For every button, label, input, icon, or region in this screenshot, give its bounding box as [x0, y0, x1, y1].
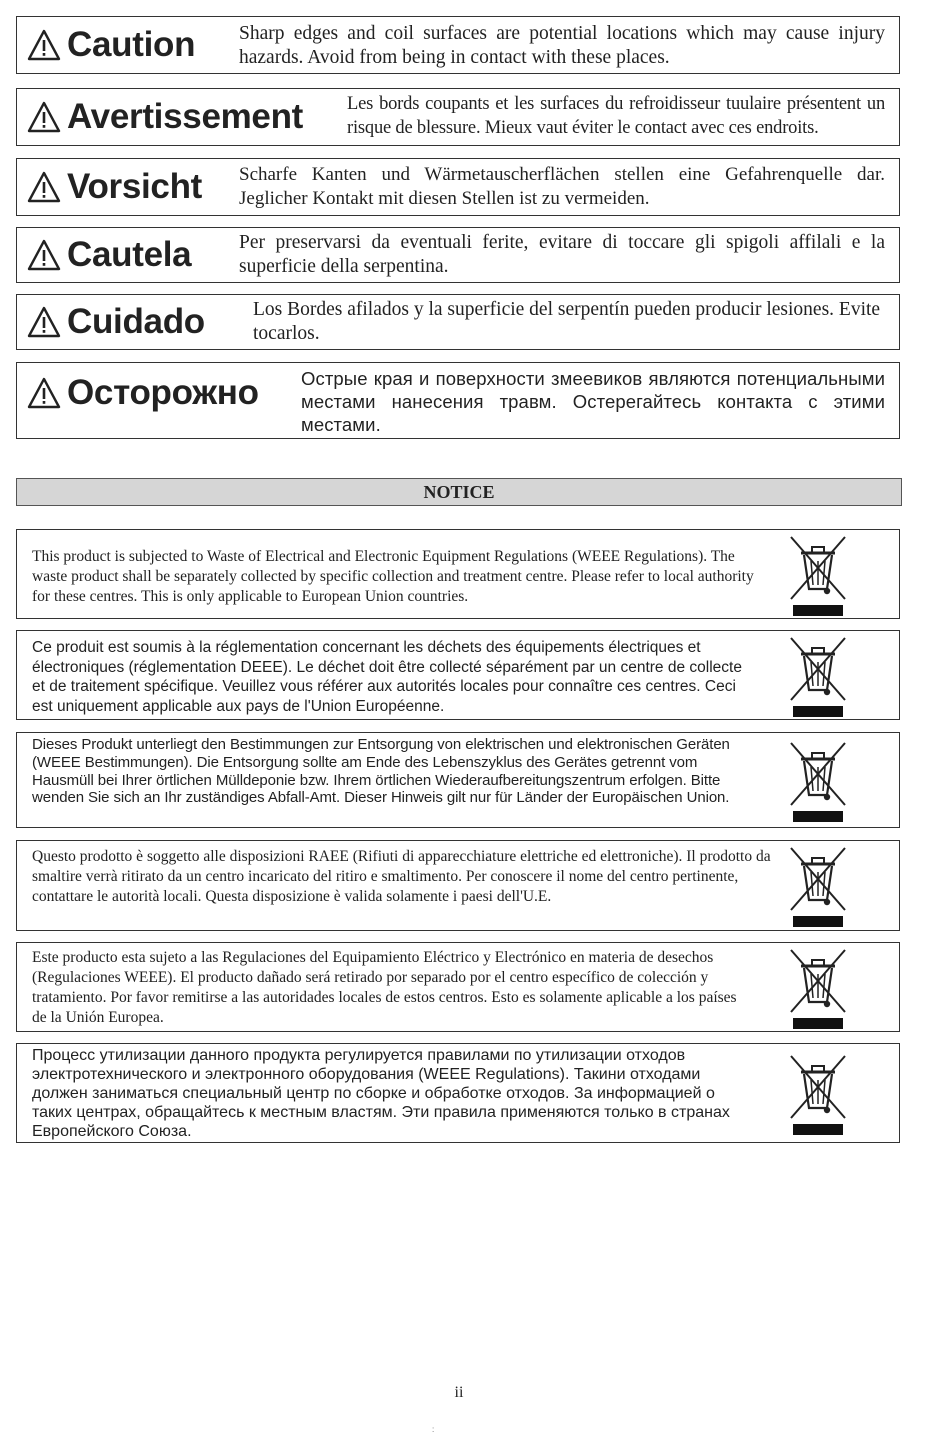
weee-text: This product is subjected to Waste of Electrical and Electronic Equipment Regulations (WEEE Regulations). The waste product shall be separately collected by specific collection and treatment centre. Please refer to local authority for these centres. This is only applicable to European Union countries. [32, 548, 754, 605]
crossed-out-wheelie-bin-icon [787, 844, 851, 928]
caution-text: Per preservarsi da eventuali ferite, evitare di toccare gli spigoli affilali e la superficie della serpentina. [239, 232, 885, 277]
warning-triangle-icon [27, 28, 61, 62]
warning-triangle-icon [27, 238, 61, 272]
weee-text: Questo prodotto è soggetto alle disposizioni RAEE (Rifiuti di apparecchiature elettriche ed elettroniche). Il prodotto da smaltire verrà ritirato da un centro incaricato del ritiro e smaltimento. Per conoscere il nome del centro pertinente, contattare le autorità locali. Questa disposizione è valida solamente i paesi dell'U.E. [32, 848, 771, 905]
caution-heading: Avertissement [67, 96, 304, 136]
caution-text: Los Bordes afilados y la superficie del serpentín pueden producir lesiones. Evite tocarlos. [253, 299, 881, 344]
caution-box-fr [16, 88, 900, 146]
caution-box-ru [16, 362, 900, 439]
caution-box-de [16, 158, 900, 216]
caution-text: Les bords coupants et les surfaces du refroidisseur tuulaire présentent un risque de blessure. Mieux vaut éviter le contact avec ces endroits. [347, 94, 885, 138]
weee-box-es [16, 942, 900, 1032]
caution-box-es [16, 294, 900, 350]
weee-box-fr [16, 630, 900, 720]
crossed-out-wheelie-bin-icon [787, 739, 851, 823]
warning-triangle-icon [27, 376, 61, 410]
crossed-out-wheelie-bin-icon [787, 533, 851, 617]
caution-heading: Cautela [67, 234, 192, 274]
warning-triangle-icon [27, 100, 61, 134]
weee-text: Este producto esta sujeto a las Regulaciones del Equipamiento Eléctrico y Electrónico en materia de desechos (Regulaciones WEEE). El producto dañado será retirado por separado por el centro específico de colección y tratamiento. Por favor remitirse a las autoridades locales de estos centros. Esto es solamente aplicable a los países de la Unión Europea. [32, 949, 737, 1026]
weee-text: Процесс утилизации данного продукта регулируется правилами по утилизации отходов электротехнического и электронного оборудования (WEEE Regulations). Такини отходами должен заниматься специальный центр по сборке и обработке отходов. За информацией о таких центрах, обращайтесь к местным властям. Эти правила применяются только в странах Европейского Союза. [32, 1047, 730, 1140]
caution-text: Острые края и поверхности змеевиков являются потенциальными местами нанесения травм. Остерегайтесь контакта с этими местами. [301, 368, 885, 435]
weee-box-en [16, 529, 900, 619]
weee-box-ru [16, 1043, 900, 1143]
weee-text: Ce produit est soumis à la réglementation concernant les déchets des équipements électriques et électroniques (réglementation DEEE). Le déchet doit être collecté séparément par un centre de collecte et de traitement spécifique. Veuillez vous référer aux autorités locales pour connaître ces centres. Ceci est uniquement applicable aux pays de l'Union Européenne. [32, 639, 742, 715]
notice-title: NOTICE [16, 478, 902, 506]
caution-heading: Осторожно [67, 373, 259, 412]
weee-box-it [16, 840, 900, 931]
caution-heading: Cuidado [67, 301, 205, 341]
caution-text: Sharp edges and coil surfaces are potential locations which may cause injury hazards. Avoid from being in contact with these places. [239, 23, 885, 68]
warning-triangle-icon [27, 305, 61, 339]
crossed-out-wheelie-bin-icon [787, 946, 851, 1030]
caution-heading: Vorsicht [67, 166, 203, 206]
crossed-out-wheelie-bin-icon [787, 1052, 851, 1136]
weee-box-de [16, 732, 900, 828]
caution-text: Scharfe Kanten und Wärmetauscherflächen stellen eine Gefahrenquelle dar. Jeglicher Kontakt mit diesen Stellen ist zu vermeiden. [239, 164, 885, 209]
warning-triangle-icon [27, 170, 61, 204]
crossed-out-wheelie-bin-icon [787, 634, 851, 718]
page-number: ii [454, 1384, 464, 1401]
footer-mark: : [432, 1425, 435, 1434]
weee-text: Dieses Produkt unterliegt den Bestimmungen zur Entsorgung von elektrischen und elektronischen Geräten (WEEE Bestimmungen). Die Entsorgung sollte am Ende des Lebenszyklus des Gerätes getrennt vom Hausmüll bei Ihrer örtlichen Mülldeponie bzw. Ihrem örtlichen Wiederaufbereitungszentrum erfolgen. Bitte wenden Sie sich an Ihr zuständiges Abfall-Amt. Dieser Hinweis gilt nur für Länder der Europäischen Union. [32, 736, 730, 807]
caution-heading: Caution [67, 24, 196, 64]
caution-box-it [16, 227, 900, 283]
caution-box-en [16, 16, 900, 74]
